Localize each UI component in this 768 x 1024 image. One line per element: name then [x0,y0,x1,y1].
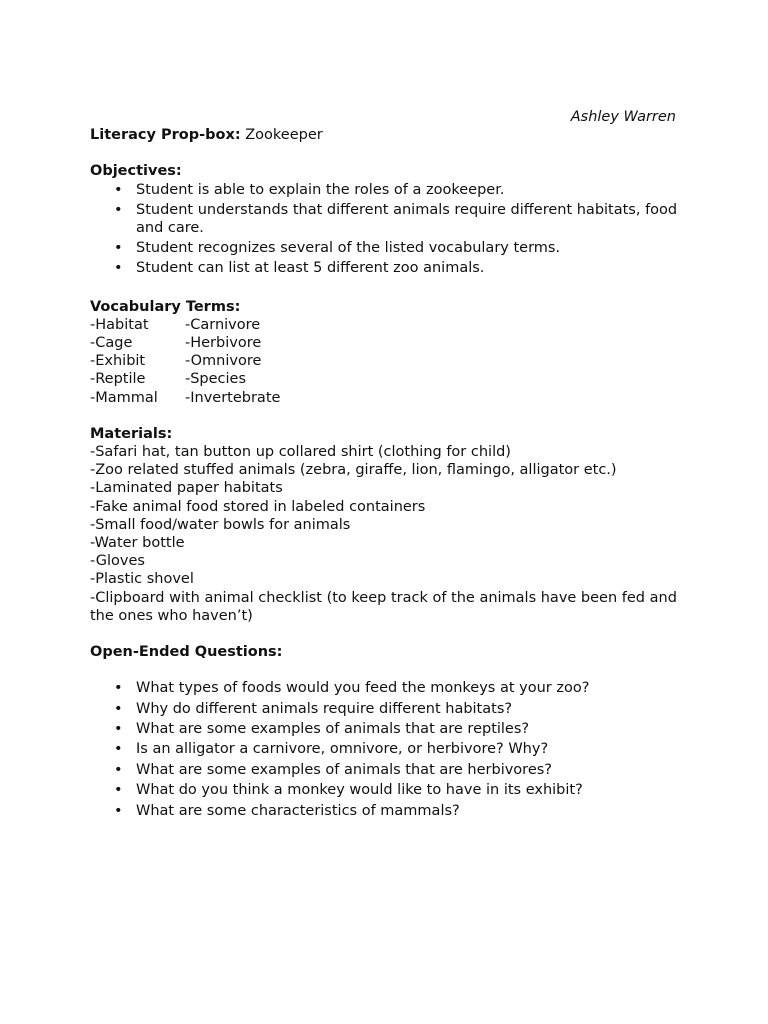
bullet-icon: • [114,680,123,697]
vocab-term: -Exhibit [90,353,146,370]
document-page [90,108,680,822]
material-item: -Small food/water bowls for animals [90,516,351,533]
vocab-term: -Carnivore [185,316,261,333]
vocab-term: -Mammal [90,389,158,406]
list-item: • What are some examples of animals that are herbivores? [114,761,552,778]
list-item: • Student recognizes several of the listed vocabulary terms. [114,240,561,257]
bullet-icon: • [114,240,123,257]
bullet-icon: • [114,741,123,758]
objectives-heading: Objectives: [90,163,182,180]
material-item: -Safari hat, tan button up collared shirt (clothing for child) [90,444,511,461]
author-name: Ashley Warren [570,109,676,125]
vocab-term: -Habitat [90,316,149,333]
list-item: • What do you think a monkey would like to have in its exhibit? [114,782,583,799]
document-title [90,126,680,144]
bullet-icon: • [114,761,123,778]
bullet-icon: • [114,181,123,198]
material-item: -Plastic shovel [90,571,194,588]
list-item: • What types of foods would you feed the monkeys at your zoo? [114,680,590,697]
material-item: -Fake animal food stored in labeled containers [90,498,426,515]
bullet-icon: • [114,260,123,277]
material-item: -Zoo related stuffed animals (zebra, giraffe, lion, flamingo, alligator etc.) [90,462,617,479]
material-item: -Laminated paper habitats [90,480,283,497]
vocabulary-heading: Vocabulary Terms: [90,298,241,315]
questions-list [90,679,680,820]
list-item: • What are some examples of animals that are reptiles? [114,721,530,738]
list-item: • Student can list at least 5 different zoo animals. [114,260,485,277]
list-item: • Student is able to explain the roles of a zookeeper. [114,181,505,198]
bullet-icon: • [114,782,123,799]
material-item: -Clipboard with animal checklist (to keep track of the animals have been fed and the ones who haven’t) [90,589,677,624]
questions-heading: Open-Ended Questions: [90,644,283,661]
vocabulary-table [90,316,680,407]
vocab-term: -Invertebrate [185,389,281,406]
bullet-icon: • [114,721,123,738]
list-item: • What are some characteristics of mammals? [114,802,460,819]
list-item: • Student understands that different animals require different habitats, food and care. [114,201,678,237]
vocab-term: -Herbivore [185,335,262,352]
bullet-icon: • [114,802,123,819]
material-item: -Gloves [90,553,145,570]
title-label: Literacy Prop-box: [90,127,241,144]
bullet-icon: • [114,201,123,218]
materials-heading: Materials: [90,425,173,442]
vocab-term: -Omnivore [185,353,262,370]
list-item: • Why do different animals require different habitats? [114,700,513,717]
title-value: Zookeeper [245,127,323,144]
materials-list [90,443,680,625]
material-item: -Water bottle [90,535,185,552]
vocab-term: -Species [185,371,247,388]
bullet-icon: • [114,700,123,717]
vocab-term: -Reptile [90,371,146,388]
vocab-term: -Cage [90,335,133,352]
objectives-list [90,181,680,278]
list-item: • Is an alligator a carnivore, omnivore, or herbivore? Why? [114,741,549,758]
